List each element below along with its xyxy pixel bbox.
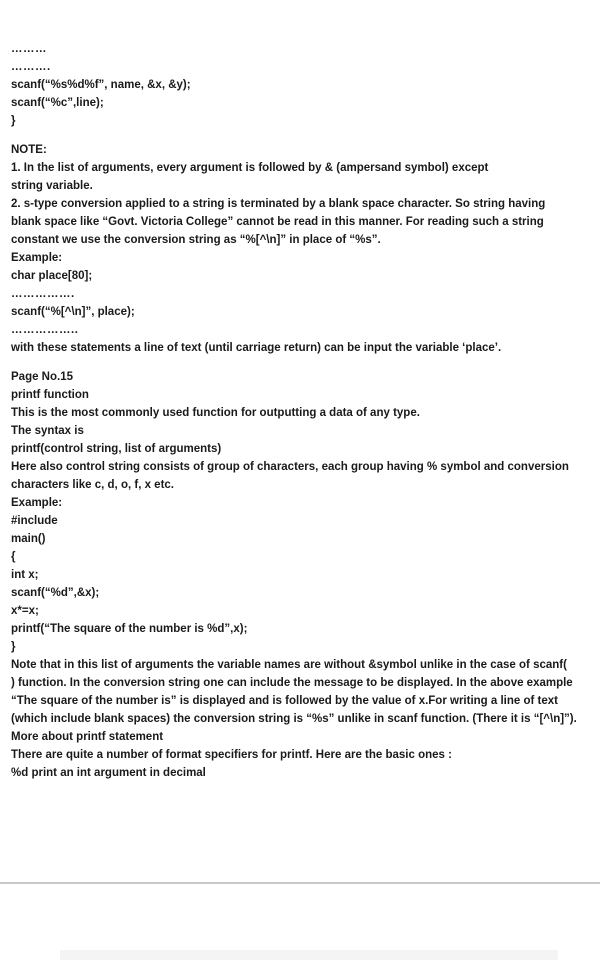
note-heading: NOTE: [11, 144, 47, 156]
text-line: characters like c, d, o, f, x etc. [11, 479, 174, 491]
text-line: Here also control string consists of group of characters, each group having % symbol and conversion [11, 461, 569, 473]
text-line: The syntax is [11, 425, 84, 437]
code-line: printf(“The square of the number is %d”,x); [11, 623, 248, 635]
subsection-heading: More about printf statement [11, 731, 164, 743]
next-page-edge [60, 950, 558, 960]
text-line: with these statements a line of text (until carriage return) can be input the variable ‘place’. [11, 342, 502, 354]
section-heading: printf function [11, 389, 89, 401]
code-line: scanf(“%d”,&x); [11, 587, 100, 599]
ellipsis-line: ……… [11, 43, 47, 55]
code-line: int x; [11, 569, 39, 581]
text-line: (which include blank spaces) the conversion string is “%s” unlike in scanf function. (There it is “[^\n]”). [11, 713, 577, 725]
text-line: constant we use the conversion string as “%[^\n]” in place of “%s”. [11, 234, 381, 246]
ellipsis-line: ………. [11, 61, 51, 73]
text-line: 2. s-type conversion applied to a string is terminated by a blank space character. So string having [11, 198, 546, 210]
text-line: ) function. In the conversion string one can include the message to be displayed. In the above example [11, 677, 573, 689]
code-line: main() [11, 533, 46, 545]
ellipsis-line: …………….. [11, 324, 79, 336]
code-line: x*=x; [11, 605, 39, 617]
code-line: char place[80]; [11, 270, 93, 282]
text-line: “The square of the number is” is displayed and is followed by the value of x.For writing a line of text [11, 695, 558, 707]
code-line: scanf(“%c”,line); [11, 97, 104, 109]
text-line: string variable. [11, 180, 93, 192]
text-line: blank space like “Govt. Victoria College” cannot be read in this manner. For reading such a string [11, 216, 544, 228]
code-line: } [11, 115, 16, 127]
example-label: Example: [11, 252, 63, 264]
code-line: scanf(“%s%d%f”, name, &x, &y); [11, 79, 191, 91]
text-line: This is the most commonly used function for outputting a data of any type. [11, 407, 420, 419]
code-line: { [11, 551, 16, 563]
page-number: Page No.15 [11, 371, 73, 383]
code-line: scanf(“%[^\n]”, place); [11, 306, 135, 318]
text-line: There are quite a number of format specifiers for printf. Here are the basic ones : [11, 749, 452, 761]
code-line: } [11, 641, 16, 653]
page-bottom-divider [0, 882, 600, 884]
code-line: printf(control string, list of arguments) [11, 443, 222, 455]
example-label: Example: [11, 497, 63, 509]
text-line: Note that in this list of arguments the variable names are without &symbol unlike in the case of scanf( [11, 659, 567, 671]
text-line: %d print an int argument in decimal [11, 767, 206, 779]
document-text [11, 40, 577, 782]
ellipsis-line: ……………. [11, 288, 75, 300]
code-line: #include [11, 515, 58, 527]
text-line: 1. In the list of arguments, every argument is followed by & (ampersand symbol) except [11, 162, 489, 174]
